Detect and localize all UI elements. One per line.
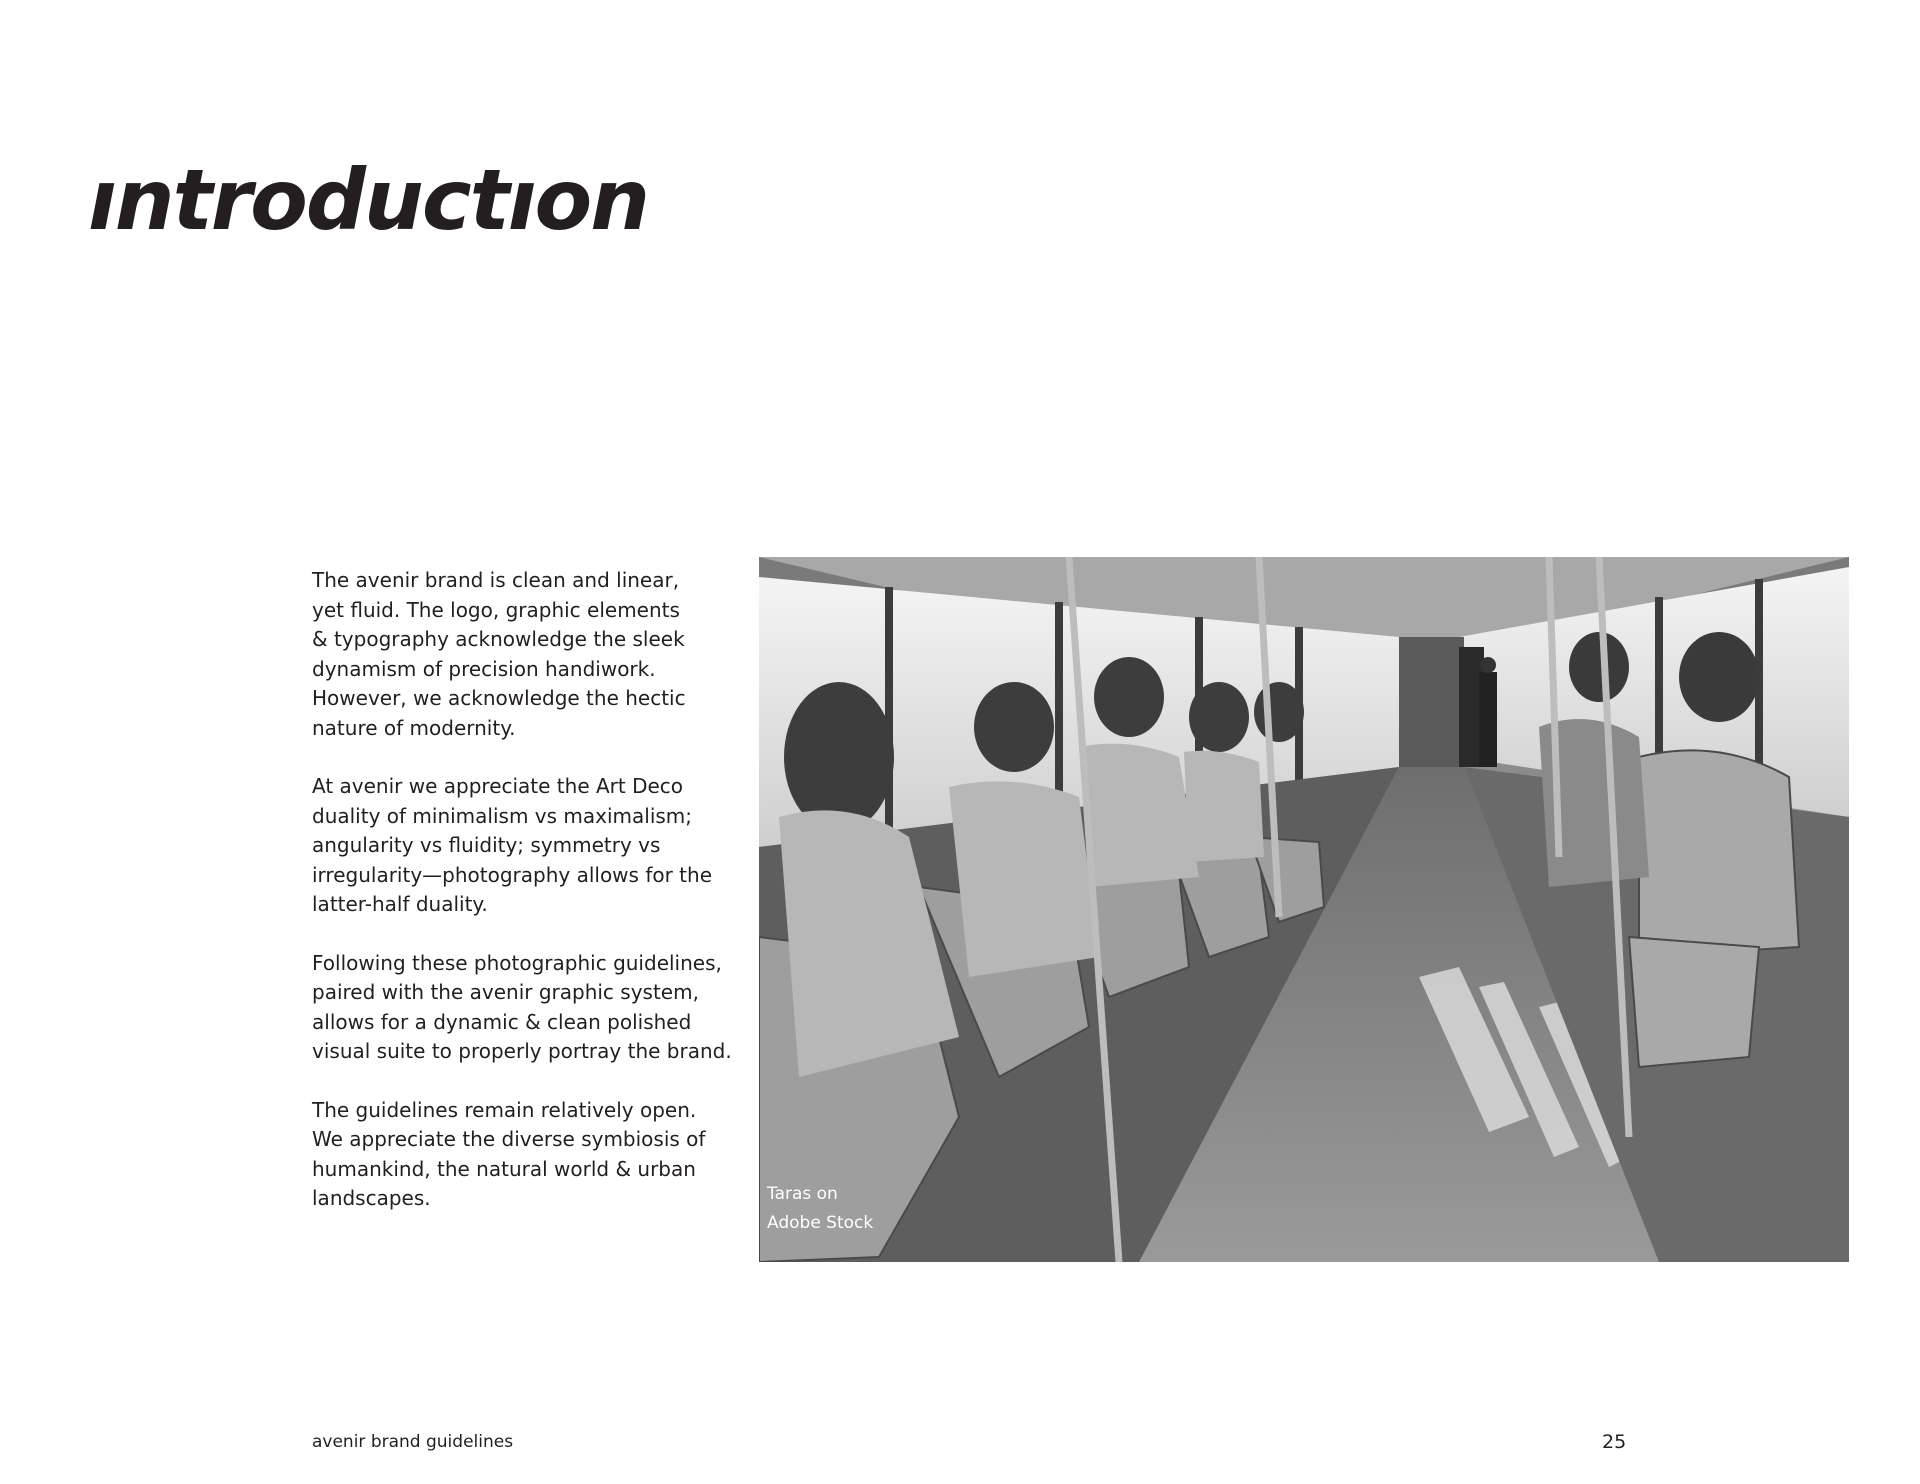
paragraph-brand-description: The avenir brand is clean and linear, yet fluid. The logo, graphic elements & typography acknowledge the sleek dynamism of precision handiwork. However, we acknowledge the hectic nature of modernity. bbox=[312, 568, 686, 740]
tram-interior-photo bbox=[759, 557, 1849, 1262]
tram-interior-illustration bbox=[759, 557, 1849, 1262]
paragraph-art-deco-duality: At avenir we appreciate the Art Deco duality of minimalism vs maximalism; angularity vs fluidity; symmetry vs irregularity—photography allows for the latter-half duality. bbox=[312, 774, 712, 916]
photo-credit: Taras on Adobe Stock bbox=[767, 1184, 874, 1233]
footer-document-name: avenir brand guidelines bbox=[312, 1432, 514, 1452]
paragraph-photographic-guidelines: Following these photographic guidelines, paired with the avenir graphic system, allows for a dynamic & clean polished visual suite to properly portray the brand. bbox=[312, 950, 732, 1063]
body-copy bbox=[312, 566, 732, 1243]
page-title: ıntroductıon bbox=[88, 151, 649, 249]
page-number: 25 bbox=[1602, 1431, 1627, 1453]
paragraph-guidelines-open: The guidelines remain relatively open. We appreciate the diverse symbiosis of humankind, the natural world & urban landscapes. bbox=[312, 1097, 706, 1210]
